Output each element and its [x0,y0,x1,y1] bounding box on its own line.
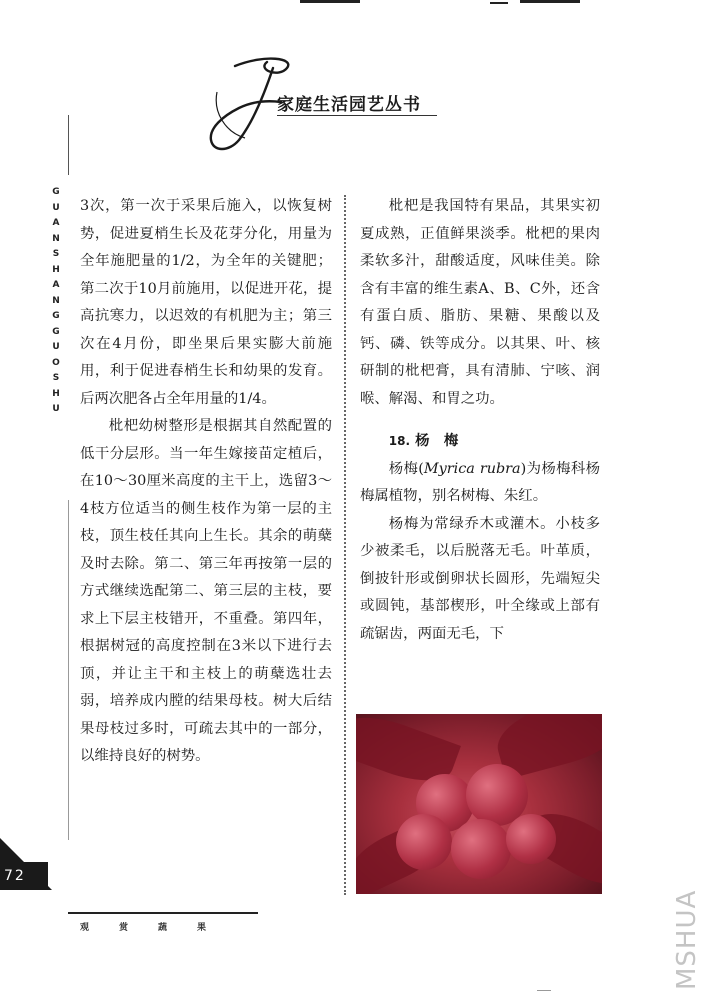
watermark: MSHUA [672,889,702,990]
page-number: 72 [4,868,26,884]
footer-rule [68,912,258,914]
series-underline [277,115,437,116]
bayberry-photo [356,714,602,894]
footer-label: 观赏蔬果 [80,923,237,933]
top-scan-mark [300,0,360,3]
text-run: 杨梅( [388,460,424,477]
section-heading [360,427,600,456]
top-scan-mark [490,2,508,4]
top-scan-mark [520,0,580,3]
right-column [360,193,600,648]
berry-shape [506,814,556,864]
scan-mark [537,990,551,991]
series-title: 家庭生活园艺丛书 [277,95,421,115]
section-number: 18. [388,434,411,448]
paragraph [360,456,600,511]
left-column [80,193,332,771]
latin-name: Myrica rubra [423,460,521,477]
column-divider [344,195,346,895]
margin-rule [68,500,69,840]
paragraph: 杨梅为常绿乔木或灌木。小枝多少被柔毛，以后脱落无毛。叶革质，倒披针形或倒卵状长圆形，先端短尖或圆钝，基部楔形，叶全缘或上部有疏锯齿，两面无毛，下 [360,515,600,642]
vertical-running-label: GUANSHANGGUOSHU [52,187,60,414]
paragraph: 枇杷是我国特有果品，其果实初夏成熟，正值鲜果淡季。枇杷的果肉柔软多汁，甜酸适度，风味佳美。除含有丰富的维生素A、B、C外，还含有蛋白质、脂肪、果糖、果酸以及钙、磷、铁等成分。以其果、叶、核研制的枇杷膏，具有清肺、宁咳、润喉、解渴、和胃之功。 [360,198,600,407]
section-title: 杨 梅 [415,432,459,449]
paragraph: 3次，第一次于采果后施入，以恢复树势，促进夏梢生长及花芽分化，用量为全年施肥量的1/2，为全年的关键肥；第二次于10月前施用，以促进开花，提高抗寒力，以迟效的有机肥为主；第三次在4月份，即坐果后果实膨大前施用，利于促进春梢生长和幼果的发育。后两次肥各占全年用量的1/4。 [80,198,332,407]
series-header [195,52,495,162]
berry-shape [451,819,511,879]
margin-rule [68,115,69,175]
paragraph: 枇杷幼树整形是根据其自然配置的低干分层形。当一年生嫁接苗定植后，在10～30厘米高度的主干上，选留3～4枝方位适当的侧生枝作为第一层的主枝，顶生枝任其向上生长。其余的萌蘖及时去除。第二、第三年再按第一层的方式继续选配第二、第三层的主枝，要求上下层主枝错开，不重叠。第四年，根据树冠的高度控制在3米以下进行去顶，并让主干和主枝上的萌蘖选壮去弱，培养成内膛的结果母枝。树大后结果母枝过多时，可疏去其中的一部分，以维持良好的树势。 [80,418,332,764]
text-run: )为杨梅科杨梅属植物，别名树梅、朱红。 [360,460,600,504]
berry-shape [396,814,452,870]
